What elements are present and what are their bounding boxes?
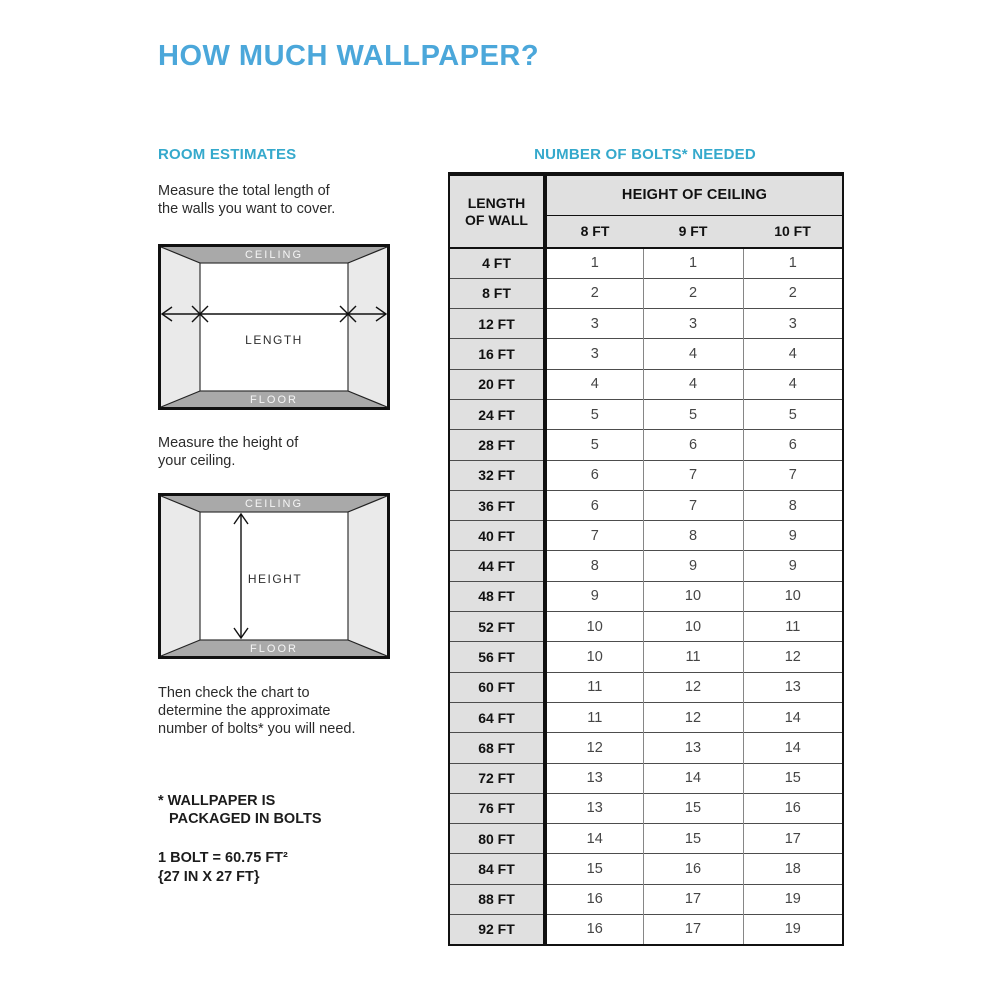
bolt-count-cell: 12 [545, 733, 643, 763]
wall-length-cell: 52 FT [449, 612, 545, 642]
bolt-count-cell: 10 [743, 581, 843, 611]
table-row [449, 521, 843, 551]
bolt-count-cell: 16 [743, 793, 843, 823]
bolt-count-cell: 5 [643, 399, 743, 429]
group-header-row [449, 174, 843, 215]
wall-length-cell: 28 FT [449, 430, 545, 460]
step1-line1: Measure the total length of [158, 183, 330, 199]
bolt-size-note [158, 849, 418, 887]
table-row [449, 339, 843, 369]
bolt-count-cell: 16 [545, 884, 643, 914]
bolt-count-cell: 7 [545, 521, 643, 551]
col-header-8ft: 8 FT [545, 215, 643, 248]
bolt-count-cell: 8 [545, 551, 643, 581]
length-label: LENGTH [245, 333, 303, 347]
wallpaper-footnote [158, 792, 418, 828]
step1-line2: the walls you want to cover. [158, 201, 336, 217]
table-row [449, 763, 843, 793]
bolt-count-cell: 14 [743, 702, 843, 732]
step1-text [158, 182, 418, 218]
bolt-count-cell: 11 [743, 612, 843, 642]
bolt-count-cell: 16 [643, 854, 743, 884]
bolt-count-cell: 7 [643, 460, 743, 490]
bolt-count-cell: 6 [743, 430, 843, 460]
step3-line2: determine the approximate [158, 703, 331, 719]
bolt-count-cell: 3 [643, 309, 743, 339]
room-height-diagram [158, 493, 390, 659]
ceiling-label: CEILING [244, 498, 304, 510]
bolts-needed-heading: NUMBER OF BOLTS* NEEDED [534, 146, 756, 163]
bolts-table [448, 172, 844, 946]
bolt-count-cell: 3 [545, 309, 643, 339]
table-row [449, 551, 843, 581]
table-row [449, 581, 843, 611]
bolt-count-cell: 16 [545, 915, 643, 945]
bolt-count-cell: 6 [545, 460, 643, 490]
bolt-count-cell: 9 [743, 551, 843, 581]
bolt-count-cell: 4 [545, 369, 643, 399]
bolt-count-cell: 10 [643, 612, 743, 642]
table-row [449, 915, 843, 945]
length-of-wall-line1: LENGTH [467, 194, 526, 211]
step3-line1: Then check the chart to [158, 685, 310, 701]
floor-label: FLOOR [250, 394, 298, 406]
bolt-count-cell: 19 [743, 915, 843, 945]
bolt-count-cell: 15 [545, 854, 643, 884]
bolt-count-cell: 10 [545, 642, 643, 672]
step2-line1: Measure the height of [158, 435, 299, 451]
table-row [449, 248, 843, 278]
floor-label: FLOOR [250, 643, 298, 655]
bolt-count-cell: 1 [545, 248, 643, 278]
table-row [449, 399, 843, 429]
bolt-count-cell: 10 [643, 581, 743, 611]
bolt-count-cell: 15 [643, 824, 743, 854]
bolt-count-cell: 8 [743, 490, 843, 520]
wall-length-cell: 8 FT [449, 278, 545, 308]
wall-length-cell: 88 FT [449, 884, 545, 914]
table-row [449, 642, 843, 672]
wall-length-cell: 72 FT [449, 763, 545, 793]
wall-length-cell: 36 FT [449, 490, 545, 520]
step3-line3: number of bolts* you will need. [158, 721, 356, 737]
bolt-count-cell: 15 [743, 763, 843, 793]
bolt-count-cell: 17 [643, 884, 743, 914]
bolt-table-body [449, 248, 843, 945]
bolt-count-cell: 11 [643, 642, 743, 672]
bolt-count-cell: 14 [743, 733, 843, 763]
right-wall-panel [348, 247, 387, 407]
height-label: HEIGHT [247, 572, 303, 586]
table-row [449, 430, 843, 460]
bolt-count-cell: 12 [643, 702, 743, 732]
step3-text [158, 684, 418, 738]
wall-length-cell: 20 FT [449, 369, 545, 399]
wall-length-cell: 4 FT [449, 248, 545, 278]
step2-text [158, 434, 418, 470]
bolt-count-cell: 4 [743, 339, 843, 369]
bolt-count-cell: 3 [545, 339, 643, 369]
wall-length-cell: 24 FT [449, 399, 545, 429]
table-row [449, 733, 843, 763]
bolt-count-cell: 3 [743, 309, 843, 339]
bolt-count-cell: 9 [743, 521, 843, 551]
bolt-count-cell: 17 [643, 915, 743, 945]
table-row [449, 672, 843, 702]
length-of-wall-line2: OF WALL [465, 211, 528, 228]
bolt-count-cell: 11 [545, 672, 643, 702]
bolt-dimensions: {27 IN X 27 FT} [158, 869, 260, 885]
bolt-count-cell: 4 [643, 339, 743, 369]
bolt-count-cell: 15 [643, 793, 743, 823]
bolt-count-cell: 4 [643, 369, 743, 399]
table-row [449, 460, 843, 490]
bolt-equation: 1 BOLT = 60.75 FT² [158, 850, 288, 866]
wall-length-cell: 40 FT [449, 521, 545, 551]
room-length-diagram [158, 244, 390, 410]
left-wall-panel [161, 247, 200, 407]
bolt-count-cell: 10 [545, 612, 643, 642]
height-of-ceiling-header: HEIGHT OF CEILING [545, 174, 843, 215]
bolt-count-cell: 12 [643, 672, 743, 702]
bolt-count-cell: 6 [545, 490, 643, 520]
bolt-count-cell: 19 [743, 884, 843, 914]
bolt-count-cell: 4 [743, 369, 843, 399]
bolt-count-cell: 5 [545, 399, 643, 429]
table-row [449, 278, 843, 308]
bolt-count-cell: 8 [643, 521, 743, 551]
step2-line2: your ceiling. [158, 453, 236, 469]
table-row [449, 702, 843, 732]
bolt-count-cell: 14 [545, 824, 643, 854]
bolt-count-cell: 6 [643, 430, 743, 460]
bolt-count-cell: 13 [743, 672, 843, 702]
bolt-count-cell: 5 [545, 430, 643, 460]
bolt-count-cell: 7 [643, 490, 743, 520]
table-row [449, 884, 843, 914]
bolt-count-cell: 2 [545, 278, 643, 308]
table-row [449, 369, 843, 399]
wall-length-cell: 12 FT [449, 309, 545, 339]
page-title: HOW MUCH WALLPAPER? [158, 40, 540, 72]
table-row [449, 793, 843, 823]
table-row [449, 854, 843, 884]
bolt-count-cell: 12 [743, 642, 843, 672]
right-wall-panel [348, 496, 387, 656]
table-row [449, 309, 843, 339]
wall-length-cell: 76 FT [449, 793, 545, 823]
bolt-count-cell: 13 [545, 793, 643, 823]
bolt-count-cell: 5 [743, 399, 843, 429]
bolt-count-cell: 9 [545, 581, 643, 611]
back-wall-panel [200, 263, 348, 391]
wall-length-cell: 32 FT [449, 460, 545, 490]
wall-length-cell: 80 FT [449, 824, 545, 854]
bolt-count-cell: 11 [545, 702, 643, 732]
bolt-count-cell: 17 [743, 824, 843, 854]
bolt-count-cell: 1 [743, 248, 843, 278]
footnote-line1: * WALLPAPER IS [158, 793, 276, 809]
bolt-count-cell: 13 [545, 763, 643, 793]
bolt-count-cell: 14 [643, 763, 743, 793]
wall-length-cell: 64 FT [449, 702, 545, 732]
wall-length-cell: 84 FT [449, 854, 545, 884]
wall-length-cell: 60 FT [449, 672, 545, 702]
wall-length-cell: 92 FT [449, 915, 545, 945]
bolt-count-cell: 2 [743, 278, 843, 308]
length-of-wall-header [449, 174, 545, 248]
table-row [449, 612, 843, 642]
table-row [449, 824, 843, 854]
bolt-count-cell: 7 [743, 460, 843, 490]
ceiling-label: CEILING [244, 249, 304, 261]
col-header-10ft: 10 FT [743, 215, 843, 248]
bolt-count-cell: 9 [643, 551, 743, 581]
left-wall-panel [161, 496, 200, 656]
bolt-count-cell: 2 [643, 278, 743, 308]
room-estimates-heading: ROOM ESTIMATES [158, 146, 297, 163]
bolt-count-cell: 13 [643, 733, 743, 763]
table-row [449, 490, 843, 520]
bolt-count-cell: 18 [743, 854, 843, 884]
wall-length-cell: 48 FT [449, 581, 545, 611]
footnote-line2: PACKAGED IN BOLTS [169, 811, 322, 827]
bolt-count-cell: 1 [643, 248, 743, 278]
col-header-9ft: 9 FT [643, 215, 743, 248]
wall-length-cell: 44 FT [449, 551, 545, 581]
wall-length-cell: 16 FT [449, 339, 545, 369]
wall-length-cell: 68 FT [449, 733, 545, 763]
wall-length-cell: 56 FT [449, 642, 545, 672]
